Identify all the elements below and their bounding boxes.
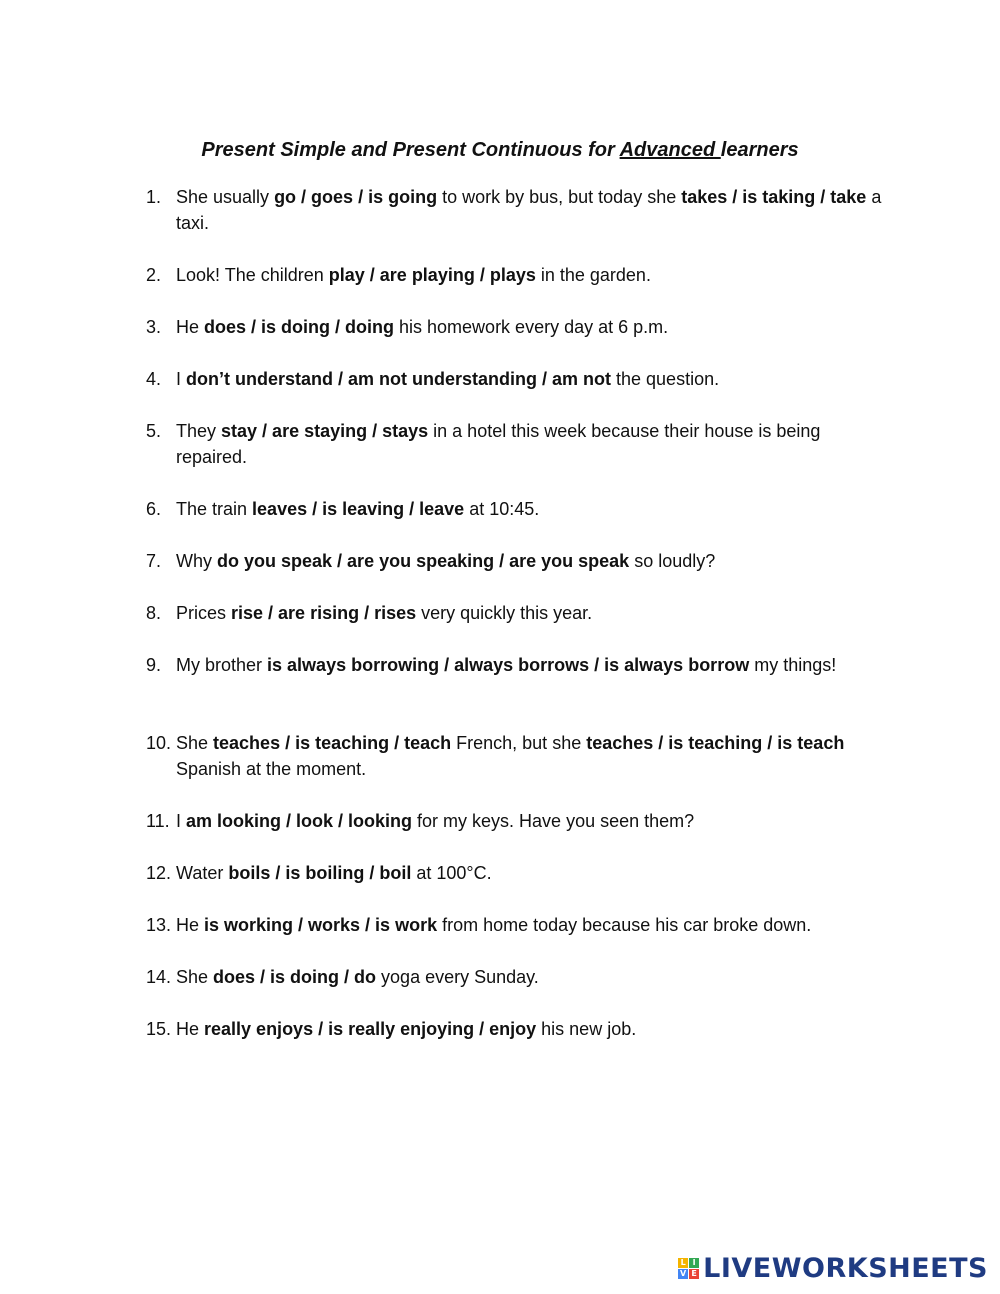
- list-item: [146, 808, 886, 834]
- item-sentence: [176, 860, 886, 886]
- list-item: [146, 548, 886, 574]
- answer-options: leaves / is leaving / leave: [252, 499, 465, 519]
- title-text-post: learners: [720, 139, 799, 161]
- sentence-text: The train: [176, 499, 253, 519]
- list-item: [146, 496, 886, 522]
- title-text-pre: Present Simple and Present Continuous for: [201, 139, 620, 161]
- logo-mark-icon: [678, 1258, 699, 1279]
- list-item: [146, 314, 886, 340]
- answer-options: do you speak / are you speaking / are you speak: [217, 551, 630, 571]
- answer-options: play / are playing / plays: [328, 265, 536, 285]
- item-number: 9.: [146, 655, 162, 675]
- item-number: 1.: [146, 187, 162, 207]
- sentence-text: She: [176, 967, 214, 987]
- sentence-text: Water: [176, 863, 229, 883]
- sentence-text: Spanish at the moment.: [176, 759, 367, 779]
- item-sentence: [176, 184, 886, 236]
- sentence-text: Prices: [176, 603, 232, 623]
- sentence-text: Look! The children: [176, 265, 329, 285]
- answer-options: is working / works / is work: [204, 915, 438, 935]
- answer-options: teaches / is teaching / teach: [213, 733, 452, 753]
- list-item: [146, 418, 886, 470]
- item-sentence: [176, 366, 886, 392]
- answer-options: does / is doing / doing: [204, 317, 395, 337]
- item-sentence: [176, 808, 886, 834]
- sentence-text: My brother: [176, 655, 268, 675]
- sentence-text: They: [176, 421, 222, 441]
- sentence-text: yoga every Sunday.: [376, 967, 539, 987]
- item-number: 7.: [146, 551, 162, 571]
- title-text-underlined: Advanced: [619, 139, 721, 161]
- sentence-text: at 100°C.: [411, 863, 492, 883]
- list-item: [146, 912, 886, 938]
- item-sentence: [176, 418, 886, 470]
- item-number: 4.: [146, 369, 162, 389]
- sentence-text: He: [176, 317, 205, 337]
- logo-mark-letter: V: [680, 1268, 687, 1278]
- item-sentence: [176, 262, 886, 288]
- liveworksheets-logo: [678, 1252, 988, 1284]
- answer-options: rise / are rising / rises: [231, 603, 417, 623]
- item-number: 12.: [146, 863, 172, 883]
- item-sentence: [176, 652, 886, 678]
- item-sentence: [176, 912, 886, 938]
- sentence-text: in a hotel this week because their house is being repaired.: [176, 421, 821, 467]
- sentence-text: very quickly this year.: [416, 603, 593, 623]
- sentence-text: She: [176, 733, 214, 753]
- list-item: [146, 600, 886, 626]
- sentence-text: the question.: [611, 369, 720, 389]
- sentence-text: a taxi.: [176, 187, 882, 233]
- list-item: [146, 366, 886, 392]
- answer-options: teaches / is teaching / is teach: [586, 733, 845, 753]
- item-number: 6.: [146, 499, 162, 519]
- list-item: [146, 964, 886, 990]
- answer-options: takes / is taking / take: [681, 187, 867, 207]
- sentence-text: I: [176, 811, 187, 831]
- item-number: 15.: [146, 1019, 172, 1039]
- logo-mark-letter: L: [678, 1258, 688, 1268]
- item-number: 13.: [146, 915, 172, 935]
- list-item: [146, 262, 886, 288]
- answer-options: is always borrowing / always borrows / is always borrow: [267, 655, 750, 675]
- item-sentence: [176, 314, 886, 340]
- item-sentence: [176, 730, 886, 782]
- list-item: [146, 652, 886, 678]
- list-item: [146, 860, 886, 886]
- item-sentence: [176, 600, 886, 626]
- item-sentence: [176, 964, 886, 990]
- item-number: 2.: [146, 265, 162, 285]
- sentence-text: Why: [176, 551, 218, 571]
- page-title: [0, 136, 1000, 164]
- item-sentence: [176, 548, 886, 574]
- sentence-text: He: [176, 1019, 205, 1039]
- item-number: 3.: [146, 317, 162, 337]
- answer-options: don’t understand / am not understanding / am not: [186, 369, 612, 389]
- sentence-text: in the garden.: [535, 265, 651, 285]
- sentence-text: to work by bus, but today she: [437, 187, 682, 207]
- answer-options: really enjoys / is really enjoying / enjoy: [204, 1019, 537, 1039]
- list-item: [146, 184, 886, 236]
- sentence-text: my things!: [749, 655, 837, 675]
- item-number: 10.: [146, 733, 172, 753]
- item-sentence: [176, 1016, 886, 1042]
- item-number: 5.: [146, 421, 162, 441]
- sentence-text: his new job.: [536, 1019, 637, 1039]
- answer-options: go / goes / is going: [274, 187, 438, 207]
- logo-mark-letter: I: [689, 1258, 699, 1268]
- sentence-text: I: [176, 369, 187, 389]
- item-sentence: [176, 496, 886, 522]
- answer-options: am looking / look / looking: [186, 811, 413, 831]
- sentence-text: his homework every day at 6 p.m.: [394, 317, 669, 337]
- sentence-text: so loudly?: [629, 551, 716, 571]
- item-number: 8.: [146, 603, 162, 623]
- answer-options: does / is doing / do: [213, 967, 377, 987]
- sentence-text: French, but she: [451, 733, 587, 753]
- sentence-text: He: [176, 915, 205, 935]
- logo-mark-letter: E: [689, 1269, 699, 1279]
- sentence-text: for my keys. Have you seen them?: [412, 811, 695, 831]
- answer-options: boils / is boiling / boil: [228, 863, 412, 883]
- item-number: 11.: [146, 811, 170, 831]
- list-item: [146, 1016, 886, 1042]
- sentence-text: from home today because his car broke down.: [437, 915, 812, 935]
- answer-options: stay / are staying / stays: [221, 421, 429, 441]
- list-item: [146, 730, 886, 782]
- item-number: 14.: [146, 967, 172, 987]
- logo-text: LIVEWORKSHEETS: [703, 1252, 988, 1284]
- sentence-text: She usually: [176, 187, 275, 207]
- sentence-text: at 10:45.: [464, 499, 540, 519]
